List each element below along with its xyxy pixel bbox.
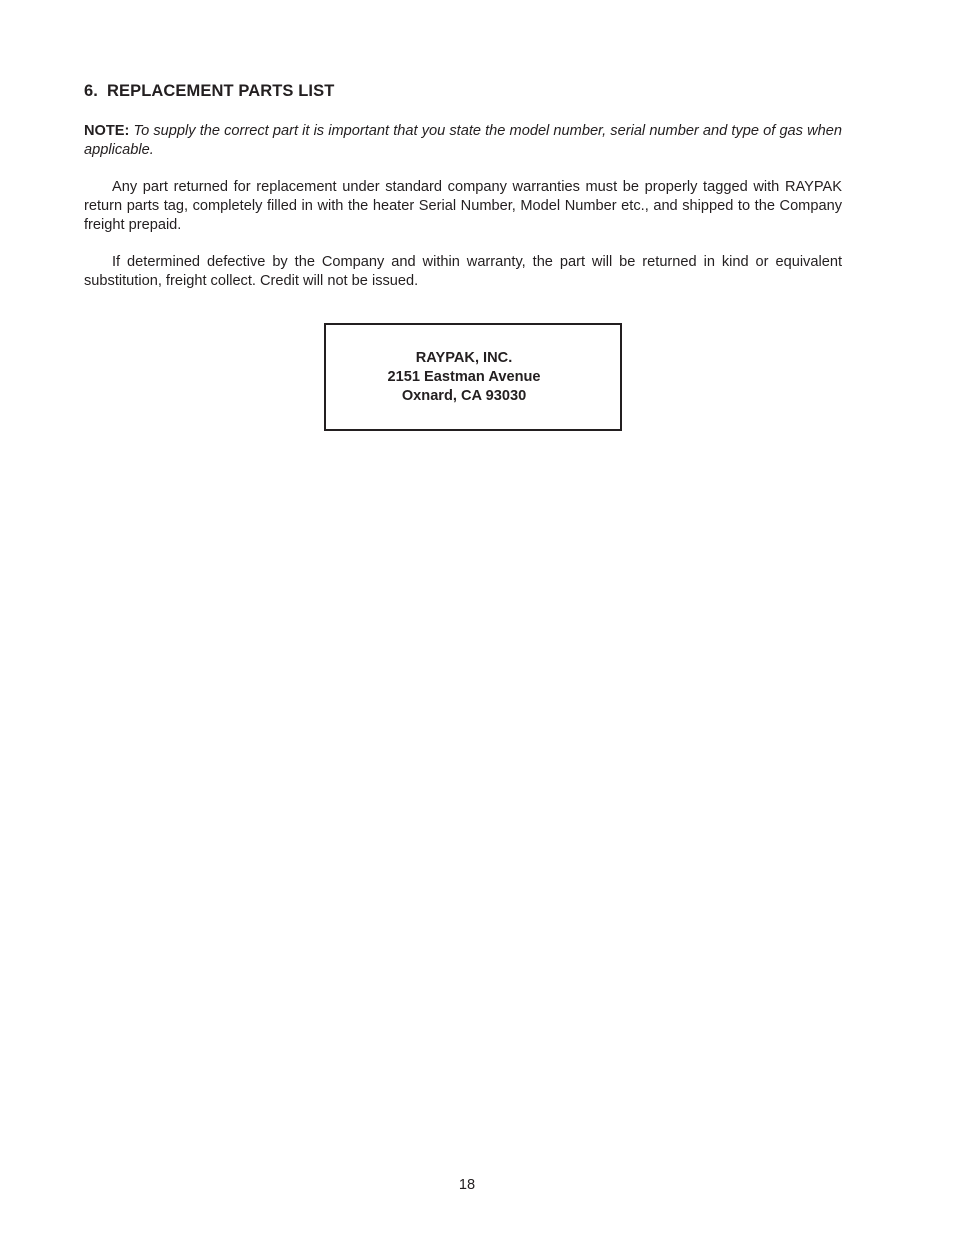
section-number: 6. — [84, 82, 98, 100]
address-block — [326, 349, 602, 406]
address-street: 2151 Eastman Avenue — [387, 369, 541, 385]
page-number: 18 — [458, 1177, 476, 1193]
document-page — [84, 0, 842, 1235]
section-heading — [84, 82, 334, 101]
address-city: Oxnard, CA 93030 — [401, 388, 527, 404]
section-title: REPLACEMENT PARTS LIST — [106, 82, 335, 100]
address-box — [324, 323, 622, 431]
address-company: RAYPAK, INC. — [415, 350, 513, 366]
note-label: NOTE: — [84, 123, 130, 139]
defective-paragraph: If determined defective by the Company and within warranty, the part will be returned in kind or equivalent substitution, freight collect. Credit will not be issued. — [84, 254, 842, 289]
returns-paragraph: Any part returned for replacement under standard company warranties must be properly tagged with RAYPAK return parts tag, completely filled in with the heater Serial Number, Model Number etc., and shipped to the Company freight prepaid. — [84, 179, 842, 233]
note-paragraph — [84, 122, 842, 160]
note-text: To supply the correct part it is important that you state the model number, serial number and type of gas when applicable. — [84, 123, 842, 158]
